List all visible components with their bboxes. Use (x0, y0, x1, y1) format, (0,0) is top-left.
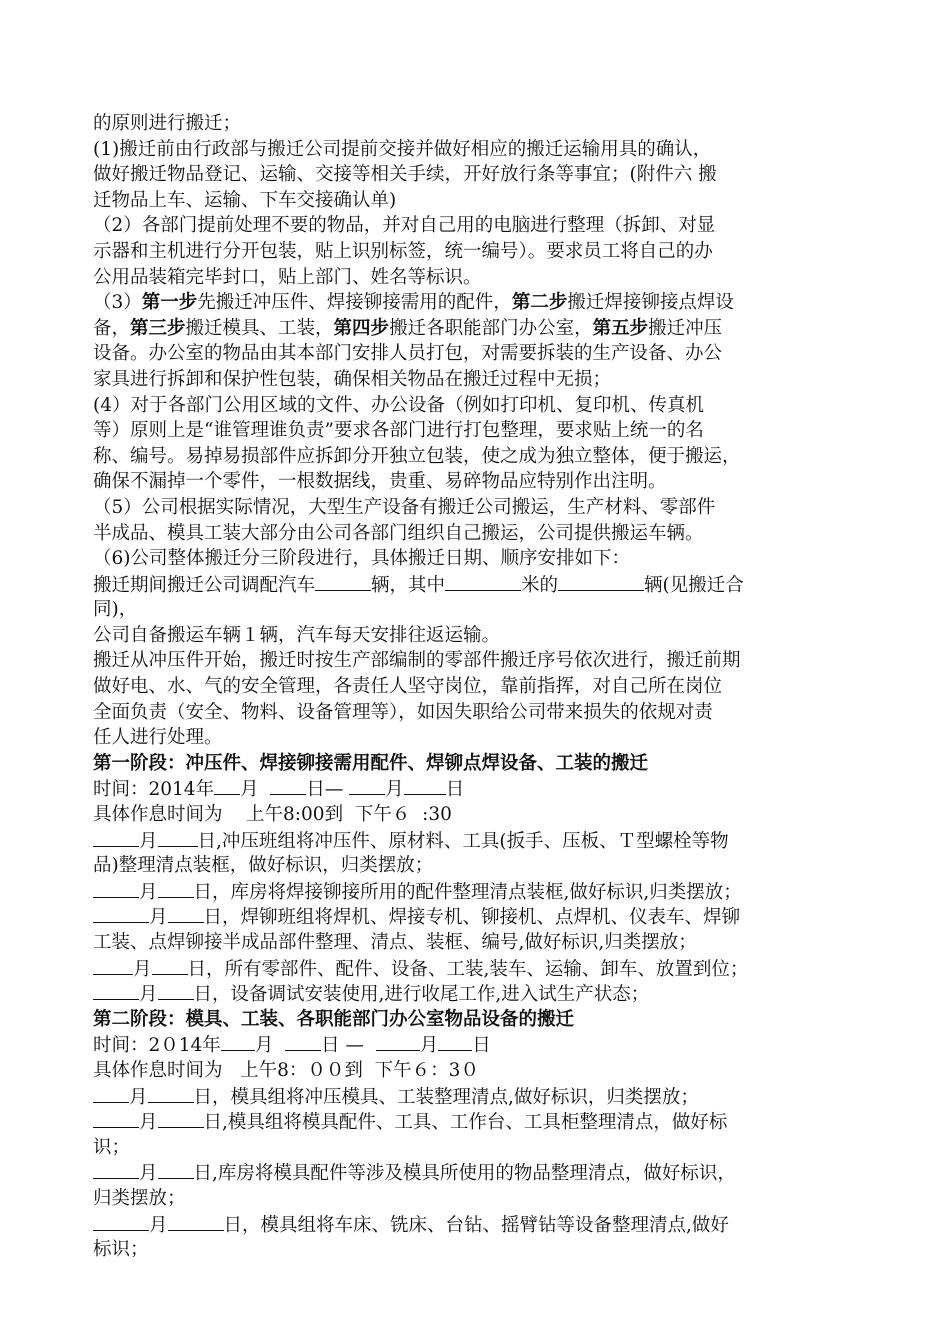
text-line: (4）对于各部门公用区域的文件、办公设备（例如打印机、复印机、传真机 (93, 394, 704, 416)
text-span: 日，模具组将冲压模具、工装整理清点,做好标识，归类摆放； (193, 1086, 699, 1108)
text-span: 月 (149, 1214, 168, 1236)
step-label: 第三步 (130, 317, 186, 339)
text-span: 月 (139, 830, 158, 852)
text-span: 日，所有零部件、配件、设备、工装,装车、运输、卸车、放置到位； (187, 958, 749, 980)
text-line: 公用品装箱完毕封口，贴上部门、姓名等标识。 (93, 266, 482, 288)
text-line (93, 290, 890, 316)
text-span: 米的 (521, 574, 559, 596)
text-line: 半成品、模具工装大部分由公司各部门组织自己搬运，公司提供搬运车辆。 (93, 522, 704, 544)
fill-blank (93, 904, 149, 923)
step-label: 第四步 (333, 317, 390, 339)
text-line: (1)搬迁前由行政部与搬迁公司提前交接并做好相应的搬迁运输用具的确认， (93, 138, 712, 160)
text-line: 全面负责（安全、物料、设备管理等），如因失职给公司带来损失的依规对责 (93, 701, 713, 723)
text-span: 辆，其中 (371, 574, 446, 596)
text-line (93, 981, 890, 1007)
text-span: 日,冲压班组将冲压件、原材料、工具(扳手、压板、Ｔ型螺栓等物 (197, 830, 729, 852)
text-span: 时间：2014年 (93, 779, 215, 801)
text-line: 品)整理清点装框，做好标识，归类摆放； (93, 855, 434, 877)
fill-blank (148, 1084, 194, 1103)
text-line (93, 776, 890, 802)
text-line: （5）公司根据实际情况，大型生产设备有搬迁公司搬运，生产材料、零部件 (93, 496, 716, 518)
text-line: 具体作息时间为 上午8:00到 下午６ :30 (93, 804, 452, 826)
text-span: 日，设备调试安装使用,进行收尾工作,进入试生产状态； (193, 984, 650, 1006)
text-span: 月 (139, 1163, 158, 1185)
text-line (93, 904, 890, 930)
text-span: 月 (139, 984, 158, 1006)
text-line (93, 316, 890, 342)
fill-blank (158, 981, 194, 1000)
fill-blank (93, 1212, 149, 1231)
fill-blank (214, 776, 240, 795)
text-line: 家具进行拆卸和保护性包装，确保相关物品在搬迁过程中无损； (93, 368, 612, 390)
fill-blank (376, 1032, 420, 1051)
text-line: 同)， (93, 599, 138, 621)
text-span: 辆(见搬迁合 (644, 574, 744, 596)
text-line (93, 828, 890, 854)
step-label: 第五步 (592, 317, 649, 339)
text-span: 备， (93, 317, 131, 339)
text-line (93, 1032, 890, 1058)
fill-blank (93, 956, 133, 975)
text-span: 月 (419, 1035, 439, 1057)
text-line: 工装、点焊铆接半成品部件整理、清点、装框、编号,做好标识,归类摆放； (93, 932, 697, 953)
fill-blank (558, 572, 644, 591)
text-line (93, 956, 890, 982)
text-line: （2）各部门提前处理不要的物品，并对自己用的电脑进行整理（拆卸、对显 (93, 215, 716, 237)
text-span: 月 (254, 1035, 274, 1057)
text-line (93, 879, 890, 905)
text-span: 日,模具组将模具配件、工具、工作台、工具柜整理清点，做好标 (203, 1112, 728, 1134)
text-span: 月 (139, 881, 158, 903)
fill-blank (158, 1109, 204, 1128)
text-line (93, 1084, 890, 1110)
text-line: 设备。办公室的物品由其本部门安排人员打包，对需要拆装的生产设备、办公 (93, 343, 723, 365)
fill-blank (445, 572, 521, 591)
fill-blank (93, 828, 139, 847)
text-span: 月 (133, 958, 152, 980)
text-span: 搬迁冲压 (648, 317, 723, 339)
fill-blank (93, 1160, 139, 1179)
fill-blank (270, 776, 306, 795)
text-span: 月 (129, 1086, 148, 1108)
text-span: 搬迁焊接铆接点焊设 (567, 292, 734, 314)
text-span: 月 (385, 779, 404, 801)
text-span: 日，焊铆班组将焊机、焊接专机、铆接机、点焊机、仪表车、焊铆 (203, 907, 741, 929)
text-span: 搬迁各职能部门办公室， (389, 317, 593, 339)
section-heading: 第二阶段：模具、工装、各职能部门办公室物品设备的搬迁 (93, 1008, 575, 1030)
fill-blank (158, 1160, 194, 1179)
fill-blank (438, 1032, 472, 1051)
text-line: 识； (93, 1136, 131, 1158)
text-span: 日,库房将模具配件等涉及模具所使用的物品整理清点，做好标识， (193, 1163, 736, 1185)
step-label: 第一步 (141, 292, 198, 314)
fill-blank (315, 572, 371, 591)
text-line (93, 1109, 890, 1135)
fill-blank (168, 1212, 224, 1231)
text-span: 日，模具组将车床、铣床、台钻、摇臂钻等设备整理清点,做好 (223, 1214, 729, 1236)
fill-blank (93, 981, 139, 1000)
fill-blank (158, 879, 194, 898)
fill-blank (152, 956, 188, 975)
text-line: 搬迁从冲压件开始，搬迁时按生产部编制的零部件搬迁序号依次进行，搬迁前期 (93, 650, 741, 672)
text-span: 时间：2０14年 (93, 1035, 221, 1057)
text-span: （3） (93, 292, 142, 314)
text-line: 公司自备搬运车辆１辆，汽车每天安排往返运输。 (93, 624, 501, 646)
text-line (93, 572, 890, 598)
text-line: 确保不漏掉一个零件，一根数据线，贵重、易碎物品应特别作出注明。 (93, 471, 667, 493)
fill-blank (93, 1084, 129, 1103)
text-span: 搬迁期间搬迁公司调配汽车 (93, 574, 316, 596)
step-label: 第二步 (511, 292, 568, 314)
text-line: 任人进行处理。 (93, 727, 223, 749)
text-line: 标识； (93, 1239, 149, 1261)
fill-blank (349, 776, 385, 795)
text-span: 月 (149, 907, 168, 929)
text-line: 做好搬迁物品登记、运输、交接等相关手续，开好放行条等事宜；(附件六 搬 (93, 164, 717, 186)
text-line: 的原则进行搬迁； (93, 113, 242, 134)
text-span: 日 (472, 1035, 491, 1057)
fill-blank (221, 1032, 255, 1051)
text-span: 月 (139, 1112, 158, 1134)
text-span: 日 — (321, 1035, 364, 1057)
text-line: 示器和主机进行分开包装，贴上识别标签，统一编号）。要求员工将自己的办 (93, 240, 713, 262)
text-span: 日— (306, 779, 344, 801)
text-line (93, 1212, 890, 1238)
text-line: 归类摆放； (93, 1187, 186, 1209)
text-span: 日 (445, 779, 465, 801)
text-line: （6)公司整体搬迁分三阶段进行，具体搬迁日期、顺序安排如下： (93, 548, 630, 570)
fill-blank (404, 776, 446, 795)
fill-blank (158, 828, 198, 847)
section-heading: 第一阶段：冲压件、焊接铆接需用配件、焊铆点焊设备、工装的搬迁 (93, 752, 649, 774)
text-line: 做好电、水、气的安全管理，各责任人坚守岗位，靠前指挥，对自己所在岗位 (93, 676, 723, 698)
text-line: 等）原则上是“谁管理谁负责”要求各部门进行打包整理，要求贴上统一的名 (93, 420, 704, 442)
text-span: 搬迁模具、工装， (185, 317, 334, 339)
text-line: 迁物品上车、运输、下车交接确认单) (93, 189, 397, 211)
fill-blank (285, 1032, 321, 1051)
fill-blank (93, 1109, 139, 1128)
text-span: 月 (240, 779, 259, 801)
text-line: 称、编号。易掉易损部件应拆卸分开独立包装，使之成为独立整体，便于搬运， (93, 445, 741, 467)
text-line: 具体作息时间为 上午8：００到 下午６：3０ (93, 1059, 479, 1081)
text-span: 日，库房将焊接铆接所用的配件整理清点装框,做好标识,归类摆放； (193, 881, 742, 903)
fill-blank (93, 879, 139, 898)
text-span: 先搬迁冲压件、焊接铆接需用的配件， (197, 292, 512, 314)
text-line (93, 1160, 890, 1186)
fill-blank (168, 904, 204, 923)
